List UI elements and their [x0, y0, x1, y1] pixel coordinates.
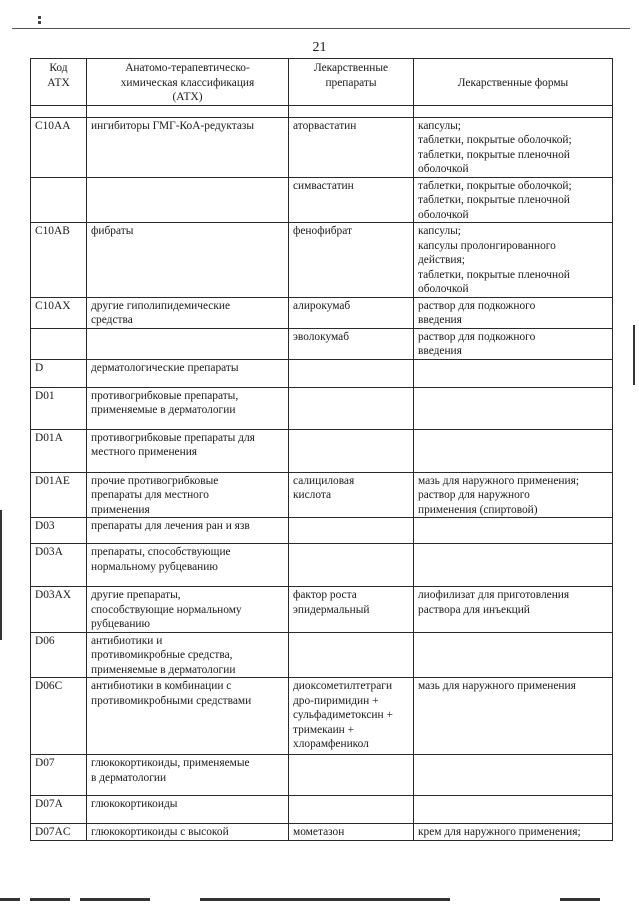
atc-code-cell [31, 105, 87, 117]
header-drugs: Лекарственные препараты [289, 59, 414, 106]
atc-classification-cell: препараты для лечения ран и язв [87, 518, 289, 544]
drug-cell [289, 518, 414, 544]
atc-classification-cell: глюкокортикоиды, применяемые в дерматологии [87, 755, 289, 796]
atc-code-cell: D03A [31, 544, 87, 587]
dosage-form-cell [414, 796, 613, 824]
atc-code-cell: D06C [31, 678, 87, 755]
atc-classification-cell [87, 328, 289, 359]
scan-artifact-dots [38, 16, 41, 19]
header-atc-classification: Анатомо-терапевтическо- химическая классификация (АТХ) [87, 59, 289, 106]
atc-classification-cell: глюкокортикоиды [87, 796, 289, 824]
table-row [31, 117, 613, 177]
dosage-form-cell [414, 359, 613, 387]
table-row [31, 518, 613, 544]
atc-classification-cell: антибиотики в комбинации с противомикробными средствами [87, 678, 289, 755]
drug-cell: мометазон [289, 824, 414, 841]
dosage-form-cell [414, 429, 613, 472]
atc-code-cell: D01AE [31, 472, 87, 518]
dosage-form-cell [414, 105, 613, 117]
drug-cell [289, 387, 414, 429]
atc-classification-cell: препараты, способствующие нормальному рубцеванию [87, 544, 289, 587]
atc-table [30, 58, 613, 841]
table-row [31, 105, 613, 117]
drug-cell: салициловая кислота [289, 472, 414, 518]
header-rule [12, 28, 630, 29]
atc-classification-cell: глюкокортикоиды с высокой [87, 824, 289, 841]
dosage-form-cell: лиофилизат для приготовления раствора для инъекций [414, 587, 613, 633]
atc-code-cell: D07AC [31, 824, 87, 841]
drug-cell: эволокумаб [289, 328, 414, 359]
dosage-form-cell: крем для наружного применения; [414, 824, 613, 841]
table-header-row [31, 59, 613, 106]
dosage-form-cell: мазь для наружного применения [414, 678, 613, 755]
page-number: 21 [312, 40, 327, 55]
table-row [31, 796, 613, 824]
table-row [31, 297, 613, 328]
dosage-form-cell: таблетки, покрытые оболочкой; таблетки, покрытые пленочной оболочкой [414, 177, 613, 223]
atc-code-cell [31, 177, 87, 223]
drug-cell: диоксометилтетраги дро-пиримидин + сульфадиметоксин + тримекаин + хлорамфеникол [289, 678, 414, 755]
atc-code-cell: D07 [31, 755, 87, 796]
atc-classification-cell: антибиотики и противомикробные средства, применяемые в дерматологии [87, 632, 289, 678]
drug-cell [289, 632, 414, 678]
dosage-form-cell [414, 544, 613, 587]
atc-classification-cell: противогрибковые препараты для местного применения [87, 429, 289, 472]
atc-code-cell: C10AA [31, 117, 87, 177]
table-row [31, 177, 613, 223]
drug-cell: алирокумаб [289, 297, 414, 328]
scan-bottom-mark [560, 898, 600, 901]
atc-code-cell: D03 [31, 518, 87, 544]
scan-bottom-mark [80, 898, 150, 901]
table-row [31, 328, 613, 359]
table-row [31, 223, 613, 298]
dosage-form-cell: мазь для наружного применения; раствор для наружного применения (спиртовой) [414, 472, 613, 518]
drug-cell: аторвастатин [289, 117, 414, 177]
drug-cell: фенофибрат [289, 223, 414, 298]
atc-code-cell: D [31, 359, 87, 387]
table-row [31, 429, 613, 472]
table-row [31, 632, 613, 678]
scan-bottom-mark [200, 898, 450, 901]
atc-code-cell: C10AB [31, 223, 87, 298]
table-row [31, 678, 613, 755]
atc-code-cell: D06 [31, 632, 87, 678]
table-row [31, 387, 613, 429]
atc-classification-cell: прочие противогрибковые препараты для местного применения [87, 472, 289, 518]
dosage-form-cell [414, 755, 613, 796]
atc-classification-cell: другие гиполипидемические средства [87, 297, 289, 328]
drug-cell [289, 429, 414, 472]
dosage-form-cell: капсулы; таблетки, покрытые оболочкой; таблетки, покрытые пленочной оболочкой [414, 117, 613, 177]
header-dosage-forms: Лекарственные формы [414, 59, 613, 106]
scan-bottom-mark [0, 898, 20, 901]
dosage-form-cell [414, 632, 613, 678]
atc-code-cell: D03AX [31, 587, 87, 633]
atc-classification-cell: ингибиторы ГМГ-КоА-редуктазы [87, 117, 289, 177]
table-row [31, 587, 613, 633]
drug-cell [289, 755, 414, 796]
table-row [31, 359, 613, 387]
table-row [31, 472, 613, 518]
table-row [31, 544, 613, 587]
dosage-form-cell: раствор для подкожного введения [414, 297, 613, 328]
atc-code-cell [31, 328, 87, 359]
table-row [31, 824, 613, 841]
atc-classification-cell: противогрибковые препараты, применяемые в дерматологии [87, 387, 289, 429]
dosage-form-cell [414, 518, 613, 544]
dosage-form-cell: капсулы; капсулы пролонгированного действия; таблетки, покрытые пленочной оболочкой [414, 223, 613, 298]
dosage-form-cell [414, 387, 613, 429]
header-atc-code: Код АТХ [31, 59, 87, 106]
atc-code-cell: D01 [31, 387, 87, 429]
atc-classification-cell [87, 177, 289, 223]
scan-bottom-mark [30, 898, 70, 901]
atc-classification-cell: дерматологические препараты [87, 359, 289, 387]
atc-code-cell: D07A [31, 796, 87, 824]
drug-cell [289, 544, 414, 587]
drug-cell [289, 359, 414, 387]
atc-classification-cell: фибраты [87, 223, 289, 298]
dosage-form-cell: раствор для подкожного введения [414, 328, 613, 359]
atc-classification-cell [87, 105, 289, 117]
atc-classification-cell: другие препараты, способствующие нормальному рубцеванию [87, 587, 289, 633]
drug-cell: фактор роста эпидермальный [289, 587, 414, 633]
atc-code-cell: D01A [31, 429, 87, 472]
scan-edge-mark [0, 510, 2, 640]
table-row [31, 755, 613, 796]
drug-cell: симвастатин [289, 177, 414, 223]
atc-code-cell: C10AX [31, 297, 87, 328]
scan-edge-mark [633, 325, 635, 385]
drug-cell [289, 796, 414, 824]
drug-cell [289, 105, 414, 117]
